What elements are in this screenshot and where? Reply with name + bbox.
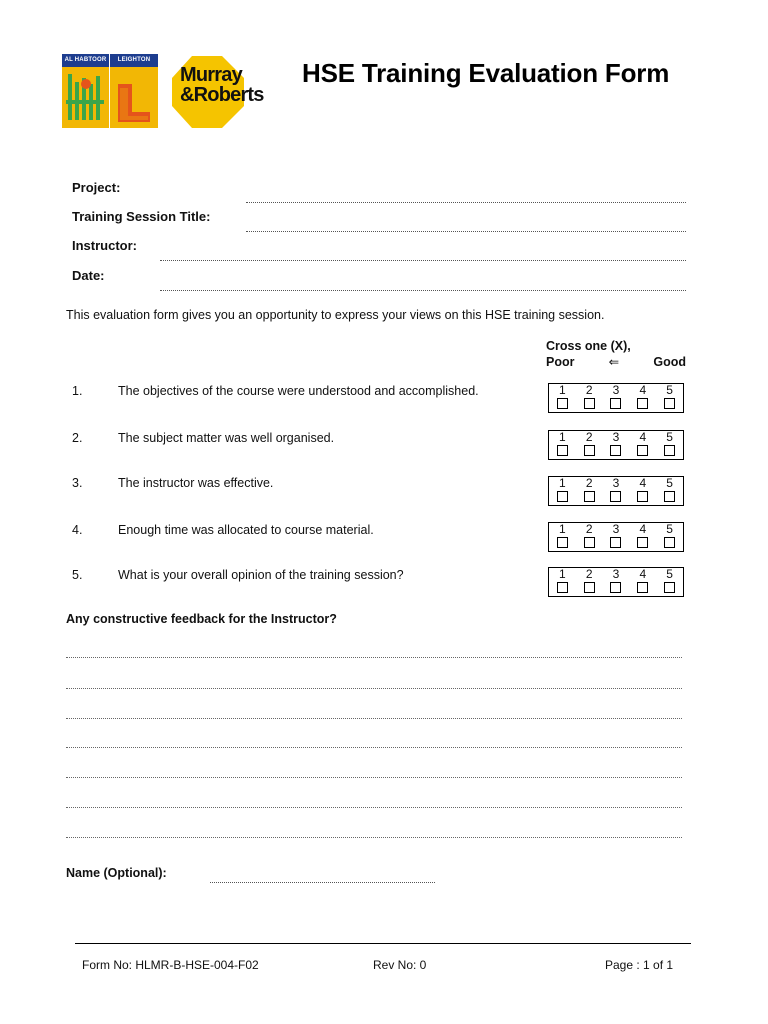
rating-checkbox[interactable] xyxy=(557,445,568,456)
rating-checkbox[interactable] xyxy=(664,491,675,502)
date-field[interactable] xyxy=(160,290,686,291)
rating-number: 5 xyxy=(666,430,673,444)
question-number: 4. xyxy=(72,523,83,537)
rating-checkbox[interactable] xyxy=(584,445,595,456)
rating-number: 1 xyxy=(559,383,566,397)
feedback-line[interactable] xyxy=(66,837,682,838)
rating-option[interactable] xyxy=(629,384,656,412)
rating-scale-q1 xyxy=(548,383,684,413)
date-label: Date: xyxy=(72,268,105,283)
rating-checkbox[interactable] xyxy=(664,445,675,456)
rating-option[interactable] xyxy=(629,431,656,459)
question-number: 1. xyxy=(72,384,83,398)
rating-option[interactable] xyxy=(603,477,630,505)
instructor-field[interactable] xyxy=(160,260,686,261)
instructor-label: Instructor: xyxy=(72,238,137,253)
question-text: What is your overall opinion of the training session? xyxy=(118,568,404,582)
rating-checkbox[interactable] xyxy=(637,582,648,593)
question-number: 3. xyxy=(72,476,83,490)
feedback-heading: Any constructive feedback for the Instructor? xyxy=(66,612,337,626)
name-field[interactable] xyxy=(210,882,435,883)
rating-checkbox[interactable] xyxy=(557,537,568,548)
scale-poor-label: Poor xyxy=(546,355,575,369)
rating-checkbox[interactable] xyxy=(610,398,621,409)
rating-option[interactable] xyxy=(549,523,576,551)
rating-number: 4 xyxy=(639,476,647,490)
rating-number: 3 xyxy=(612,476,620,490)
question-number: 5. xyxy=(72,568,83,582)
rating-scale-q4 xyxy=(548,522,684,552)
murray-roberts-wordmark xyxy=(180,65,264,105)
rating-checkbox[interactable] xyxy=(557,398,568,409)
rating-option[interactable] xyxy=(576,384,603,412)
rating-checkbox[interactable] xyxy=(664,398,675,409)
rating-number: 1 xyxy=(559,476,566,490)
rating-option[interactable] xyxy=(629,568,656,596)
rating-number: 2 xyxy=(585,430,593,444)
rating-option[interactable] xyxy=(629,523,656,551)
question-text: The objectives of the course were understood and accomplished. xyxy=(118,384,479,398)
murray-roberts-logo xyxy=(170,54,282,130)
rating-checkbox[interactable] xyxy=(664,582,675,593)
rating-option[interactable] xyxy=(576,523,603,551)
rating-number: 5 xyxy=(666,522,673,536)
rating-checkbox[interactable] xyxy=(557,582,568,593)
feedback-line[interactable] xyxy=(66,747,682,748)
form-number: Form No: HLMR-B-HSE-004-F02 xyxy=(82,958,259,972)
rating-option[interactable] xyxy=(576,477,603,505)
scale-header xyxy=(546,338,686,370)
question-text: Enough time was allocated to course material. xyxy=(118,523,374,537)
rating-number: 1 xyxy=(559,430,566,444)
rating-number: 3 xyxy=(612,567,620,581)
page-number: Page : 1 of 1 xyxy=(605,958,674,972)
scale-instruction: Cross one (X), xyxy=(546,339,631,353)
rating-checkbox[interactable] xyxy=(637,491,648,502)
rating-checkbox[interactable] xyxy=(610,582,621,593)
feedback-line[interactable] xyxy=(66,807,682,808)
rating-number: 3 xyxy=(612,383,620,397)
rating-scale-q2 xyxy=(548,430,684,460)
rating-number: 1 xyxy=(559,567,566,581)
rating-checkbox[interactable] xyxy=(610,491,621,502)
rating-number: 3 xyxy=(612,430,620,444)
question-number: 2. xyxy=(72,431,83,445)
rating-checkbox[interactable] xyxy=(637,537,648,548)
rating-checkbox[interactable] xyxy=(584,582,595,593)
rating-option[interactable] xyxy=(629,477,656,505)
rating-checkbox[interactable] xyxy=(610,445,621,456)
rating-scale-q3 xyxy=(548,476,684,506)
feedback-line[interactable] xyxy=(66,777,682,778)
rating-option[interactable] xyxy=(603,523,630,551)
rating-option[interactable] xyxy=(549,568,576,596)
rating-number: 5 xyxy=(666,567,673,581)
feedback-line[interactable] xyxy=(66,657,682,658)
project-label: Project: xyxy=(72,180,121,195)
rating-number: 5 xyxy=(666,476,673,490)
page-title: HSE Training Evaluation Form xyxy=(302,58,670,88)
rating-number: 2 xyxy=(585,567,593,581)
rating-scale-q5 xyxy=(548,567,684,597)
rating-checkbox[interactable] xyxy=(557,491,568,502)
rating-checkbox[interactable] xyxy=(664,537,675,548)
rating-option[interactable] xyxy=(576,431,603,459)
al-habtoor-leighton-logo xyxy=(62,54,158,128)
intro-text: This evaluation form gives you an opportunity to express your views on this HSE training session. xyxy=(66,308,605,322)
rating-option[interactable] xyxy=(576,568,603,596)
rating-number: 4 xyxy=(639,430,647,444)
rating-number: 4 xyxy=(639,567,647,581)
scale-good-label: Good xyxy=(653,355,686,369)
al-habtoor-band: AL HABTOOR xyxy=(62,54,109,67)
rating-checkbox[interactable] xyxy=(584,398,595,409)
rating-number: 4 xyxy=(639,522,647,536)
left-arrow-icon: ⇐ xyxy=(608,355,620,369)
rating-option[interactable] xyxy=(603,431,630,459)
rating-option[interactable] xyxy=(656,384,683,412)
rating-number: 2 xyxy=(585,383,593,397)
rating-option[interactable] xyxy=(603,384,630,412)
rating-number: 5 xyxy=(666,383,673,397)
rating-number: 2 xyxy=(585,522,593,536)
question-text: The subject matter was well organised. xyxy=(118,431,335,445)
question-text: The instructor was effective. xyxy=(118,476,274,490)
rating-option[interactable] xyxy=(603,568,630,596)
session-title-field[interactable] xyxy=(246,231,686,232)
rating-option[interactable] xyxy=(656,523,683,551)
rating-checkbox[interactable] xyxy=(637,398,648,409)
name-label: Name (Optional): xyxy=(66,866,167,880)
feedback-line[interactable] xyxy=(66,688,682,689)
rating-option[interactable] xyxy=(549,384,576,412)
murray-line: Murray xyxy=(180,64,242,86)
rating-number: 1 xyxy=(559,522,566,536)
roberts-line: &Roberts xyxy=(180,84,264,106)
rating-option[interactable] xyxy=(549,477,576,505)
rating-checkbox[interactable] xyxy=(584,491,595,502)
rating-checkbox[interactable] xyxy=(584,537,595,548)
revision-number: Rev No: 0 xyxy=(373,958,427,972)
footer-divider xyxy=(75,943,691,944)
leighton-band: LEIGHTON xyxy=(110,54,158,67)
rating-number: 2 xyxy=(585,476,593,490)
session-title-label: Training Session Title: xyxy=(72,209,211,224)
rating-checkbox[interactable] xyxy=(610,537,621,548)
rating-option[interactable] xyxy=(656,477,683,505)
rating-option[interactable] xyxy=(656,431,683,459)
rating-number: 3 xyxy=(612,522,620,536)
rating-option[interactable] xyxy=(656,568,683,596)
feedback-line[interactable] xyxy=(66,718,682,719)
rating-checkbox[interactable] xyxy=(637,445,648,456)
rating-option[interactable] xyxy=(549,431,576,459)
project-field[interactable] xyxy=(246,202,686,203)
rating-number: 4 xyxy=(639,383,647,397)
